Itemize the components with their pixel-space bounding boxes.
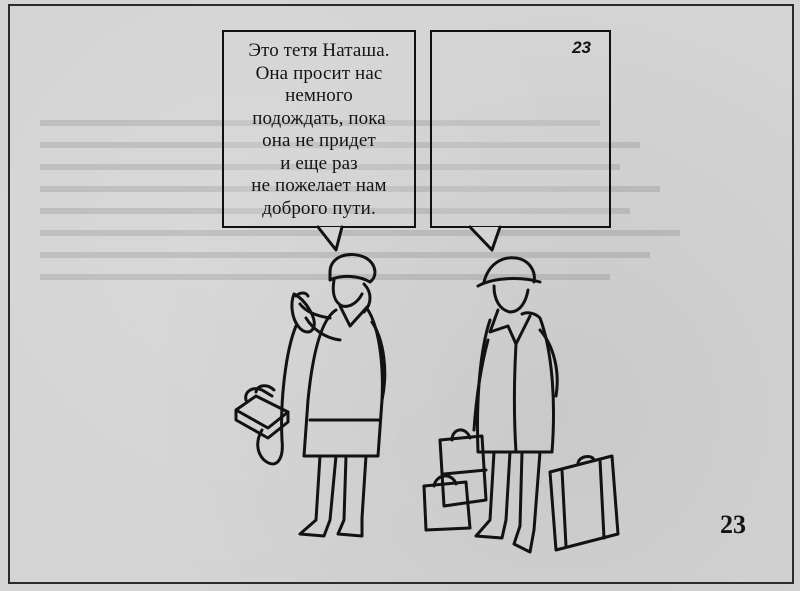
bubble-line: подождать, пока <box>252 107 386 129</box>
bubble-tail-right <box>470 227 500 250</box>
bubble-line: и еще раз <box>280 152 358 174</box>
bubble-line: немного <box>285 85 353 106</box>
bubble-line: доброго пути. <box>262 197 376 219</box>
bubble-number: 23 <box>572 38 591 57</box>
bubble-line: Она просит нас <box>255 62 383 84</box>
bubble-line: не пожелает нам <box>251 175 387 196</box>
woman-figure <box>236 254 385 536</box>
page-number: 23 <box>720 510 746 539</box>
bubble-line: Это тетя Наташа. <box>248 40 390 61</box>
bubble-tail-left <box>318 227 342 250</box>
bubble-line: она не придет <box>262 130 376 151</box>
man-figure <box>424 258 618 552</box>
